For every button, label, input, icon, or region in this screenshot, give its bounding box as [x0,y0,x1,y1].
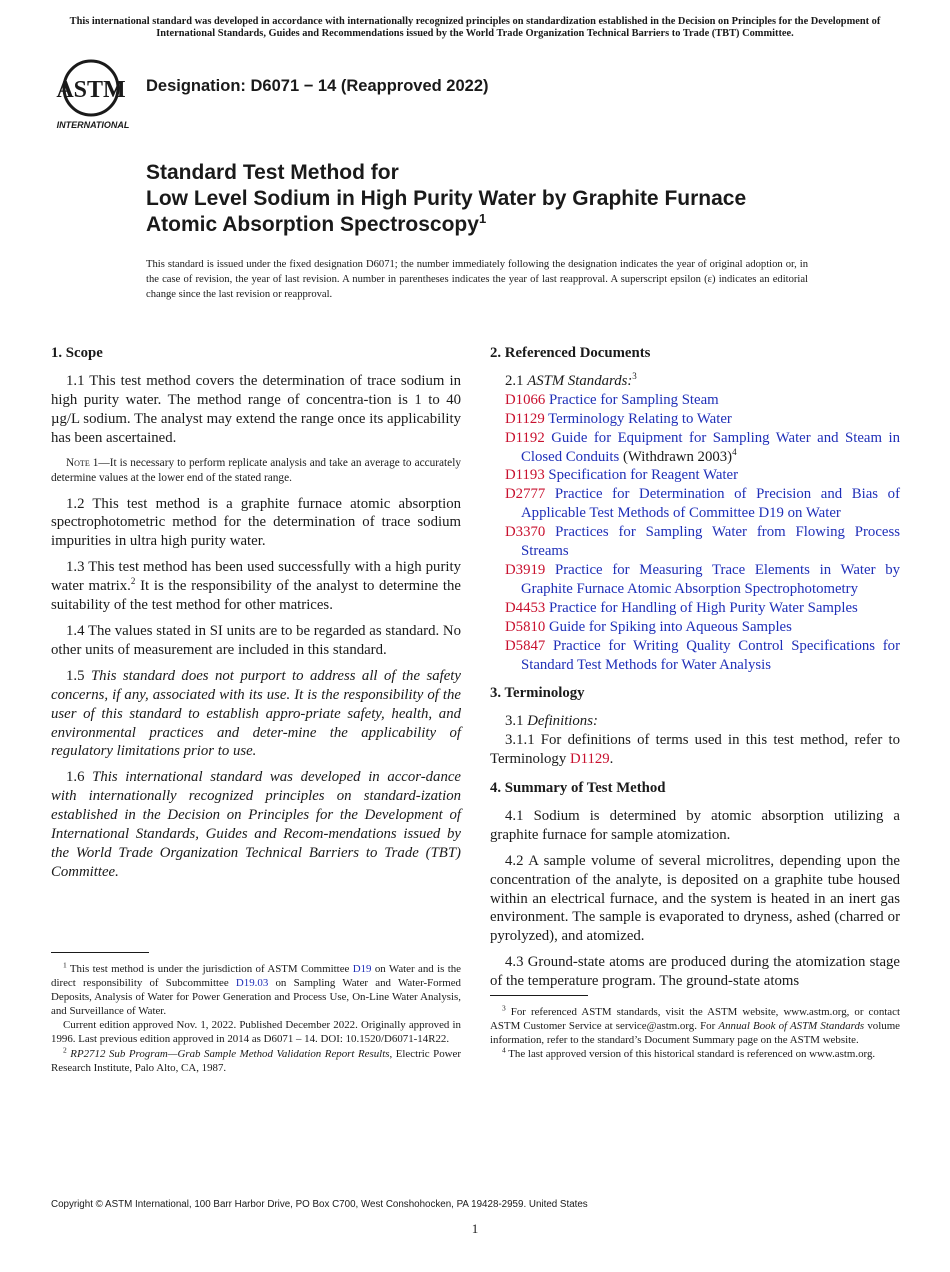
reference-item-d1193 [490,466,900,485]
reference-title-link[interactable]: Specification for Reagent Water [544,467,739,484]
reference-title-link[interactable]: Practice for Sampling Steam [545,391,719,408]
reference-item-d1066 [490,391,900,410]
designation: Designation: D6071 − 14 (Reapproved 2022) [146,77,489,95]
reference-title-link[interactable]: Practice for Measuring Trace Elements in Water by Graphite Furnace Atomic Absorption Spectrophotometry [521,561,900,597]
reference-code-link[interactable]: D3919 [505,561,546,578]
reference-code-link[interactable]: D5810 [505,618,546,635]
reference-title-link[interactable]: Practice for Determination of Precision and Bias of Applicable Test Methods of Committee D19 on Water [521,486,900,522]
section-referenced-heading: 2. Referenced Documents [490,345,651,361]
reference-title-link[interactable]: Guide for Equipment for Sampling Water and Steam in Closed Conduits [521,429,900,465]
reference-code-link[interactable]: D3370 [505,524,546,541]
paragraph-4-2: 4.2 A sample volume of several microlitres, depending upon the concentration of the analyte, is deposited on a graphite tube housed within an electrical furnace, and the system is heated in an inert gas environment. The sample is evaporated to dryness, ashed (charred or pyrolyzed), and atomized. [490,852,900,945]
paragraph-4-1: 4.1 Sodium is determined by atomic absorption utilizing a graphite furnace for sample atomization. [490,807,900,843]
astm-standards-subheading: 2.1 ASTM Standards:$^3$ [505,370,637,389]
reference-item-d3919 [490,561,900,599]
footnote-ref-2[interactable]: 2 [130,576,136,587]
note-1: Note 1—It is necessary to perform replicate analysis and take an average to accurately determine values at the lower end of the stated range. [51,456,461,484]
footnotes-left [51,952,461,1075]
title-footnote-mark[interactable]: 1 [478,211,487,226]
reference-item-d1192 [490,429,900,467]
paragraph-1-6: 1.6 This international standard was developed in accor-dance with internationally recognized principles on standard-ization established in the Decision on Principles for the Development of International Standards, Guides and Recom-mendations issued by the World Trade Organization Technical Barriers to Trade (TBT) Committee. [51,769,461,880]
footnote-4: $^4$ The last approved version of this historical standard is referenced on www.astm.org. [502,1045,876,1061]
reference-code-link[interactable]: D1193 [505,467,545,484]
reference-code-link[interactable]: D4453 [505,599,546,616]
page-number: 1 [471,1221,479,1236]
subcommittee-d19-03-link[interactable]: D19.03 [235,977,269,990]
committee-d19-link[interactable]: D19 [352,963,372,975]
terminology-d1129-link[interactable]: D1129 [569,751,610,768]
title-line-2: Low Level Sodium in High Purity Water by Graphite Furnace [146,187,747,210]
reference-item-d5847 [490,637,900,675]
footnote-3: $^3$ For referenced ASTM standards, visit the ASTM website, www.astm.org, or contact ASTM Customer Service at service@astm.org. For Annual Book of ASTM Standards volume information, refer to the standard’s Document Summary page on the ASTM website. [490,1003,900,1047]
standard-notice: This international standard was developed in accordance with internationally recognized principles on standardization established in the Decision on Principles for the Development of International Standards, Guides and Recommendations issued by the World Trade Organization Technical Barriers to Trade (TBT) Committee. [69,16,881,40]
title-line-3: Atomic Absorption Spectroscopy$^1$ [146,211,487,236]
reference-item-d5810 [490,618,900,637]
paragraph-1-4: 1.4 The values stated in SI units are to be regarded as standard. No other units of measurement are included in this standard. [51,622,461,658]
reference-item-d2777 [490,485,900,523]
footnote-1: $^1$ This test method is under the jurisdiction of ASTM Committee D19 on Water and is the direct responsibility of Subcommittee D19.03 on Sampling Water and Water-Formed Deposits, Analysis of Water for Power Generation and Process Use, On-Line Water Analysis, and Surveillance of Water. [51,960,461,1018]
reference-status: (Withdrawn 2003) [619,448,733,465]
footnotes-right [490,995,900,1061]
copyright-line: Copyright © ASTM International, 100 Barr Harbor Drive, PO Box C700, West Conshohocken, PA 19428-2959. United States [51,1199,588,1210]
paragraph-1-1: 1.1 This test method covers the determination of trace sodium in high purity water. The method range of concentra-tion is 1 to 40 µg/L sodium. The analyst may extend the range once its applicability has been ascertained. [51,372,461,446]
paragraph-1-2: 1.2 This test method is a graphite furnace atomic absorption spectrophotometric method for the determination of trace sodium impurities in ultra high purity water. [51,495,461,550]
paragraph-4-3: 4.3 Ground-state atoms are produced during the atomization stage of the temperature program. The ground-state atoms [490,954,900,990]
paragraph-1-3: 1.3 This test method has been used successfully with a high purity water matrix.$^2$ It is the responsibility of the analyst to determine the suitability of the test method for other matrices. [51,559,461,614]
paragraph-3-1-1: 3.1.1 For definitions of terms used in this test method, refer to Terminology D1129. [490,732,900,768]
left-column [51,340,461,889]
reference-title-link[interactable]: Guide for Spiking into Aqueous Samples [545,618,792,635]
reference-code-link[interactable]: D5847 [505,637,546,654]
reference-item-d1129 [490,410,900,429]
astm-logo-icon [52,58,134,130]
reference-code-link[interactable]: D1192 [505,429,545,446]
logo-text: ASTM [56,77,126,103]
footnote-ref-4[interactable]: 4 [732,446,737,457]
footnote-2: $^2$ RP2712 Sub Program—Grab Sample Method Validation Report Results, Electric Power Research Institute, Palo Alto, CA, 1987. [51,1044,461,1074]
reference-title-link[interactable]: Practice for Writing Quality Control Specifications for Standard Test Methods for Water Analysis [521,637,900,673]
section-summary-heading: 4. Summary of Test Method [490,780,666,797]
reference-code-link[interactable]: D1129 [505,410,545,427]
astm-logo [52,58,134,130]
section-scope-heading: 1. Scope [51,345,103,361]
footnote-ref-3[interactable]: 3 [632,370,637,381]
footnote-1-edition: Current edition approved Nov. 1, 2022. Published December 2022. Originally approved in 1996. Last previous edition approved in 2014 as D6071 – 14. DOI: 10.1520/D6071-14R22. [51,1019,461,1046]
reference-item-d3370 [490,523,900,561]
reference-title-link[interactable]: Practice for Handling of High Purity Water Samples [545,599,858,616]
definitions-subheading: 3.1 Definitions: [505,713,598,730]
paragraph-1-5: 1.5 This standard does not purport to address all of the safety concerns, if any, associated with its use. It is the responsibility of the user of this standard to establish appro-priate safety, health, and environmental practices and deter-mine the applicability of regulatory limitations prior to use. [51,667,461,760]
issuance-statement: This standard is issued under the fixed designation D6071; the number immediately following the designation indicates the year of original adoption or, in the case of revision, the year of last revision. A number in parentheses indicates the year of last reapproval. A superscript epsilon (ε) indicates an editorial change since the last revision or reapproval. [146,259,808,300]
section-terminology-heading: 3. Terminology [490,685,585,702]
title-line-1: Standard Test Method for [146,161,399,184]
document-title [146,160,846,238]
referenced-documents-list [490,391,900,675]
reference-item-d4453 [490,599,900,618]
logo-subtext: INTERNATIONAL [56,120,130,130]
reference-title-link[interactable]: Terminology Relating to Water [544,410,732,427]
reference-code-link[interactable]: D1066 [505,391,546,408]
reference-code-link[interactable]: D2777 [505,486,546,503]
right-column [490,340,900,998]
reference-title-link[interactable]: Practices for Sampling Water from Flowing Process Streams [521,524,900,560]
